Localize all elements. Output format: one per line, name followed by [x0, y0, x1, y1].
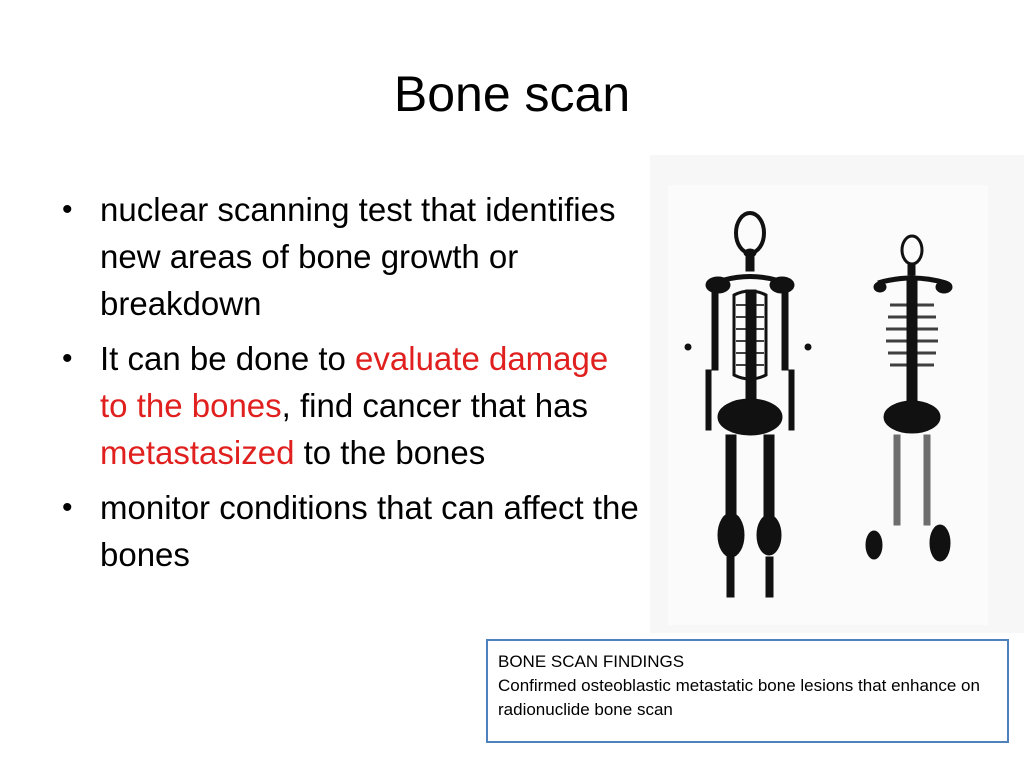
bullet-item: [62, 186, 642, 327]
bullet-list: [62, 186, 642, 586]
bullet-icon: •: [62, 342, 73, 375]
bullet-icon: •: [62, 193, 73, 226]
bullet-icon: •: [62, 491, 73, 524]
bullet-text: to the bones: [294, 434, 486, 471]
slide-title: Bone scan: [393, 66, 631, 122]
bullet-item: [62, 335, 642, 476]
bullet-item: [62, 484, 642, 578]
findings-heading: BONE SCAN FINDINGS: [498, 652, 685, 671]
findings-text: Confirmed osteoblastic metastatic bone lesions that enhance on radionuclide bone scan: [498, 676, 980, 719]
findings-box: [486, 639, 1009, 743]
bullet-text: It can be done to: [100, 340, 356, 377]
bullet-text: , find cancer that has: [281, 387, 589, 424]
bone-scan-image: [650, 155, 1024, 633]
highlighted-text: metastasized: [100, 434, 295, 471]
bullet-text: nuclear scanning test that identifies new areas of bone growth or breakdown: [100, 191, 616, 322]
highlighted-text: evaluate damage to the bones: [100, 340, 609, 424]
bullet-text: monitor conditions that can affect the bones: [100, 489, 639, 573]
